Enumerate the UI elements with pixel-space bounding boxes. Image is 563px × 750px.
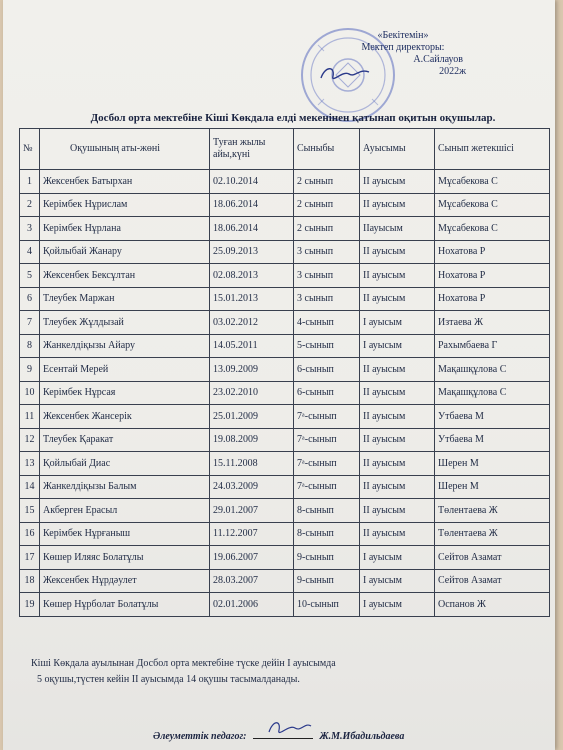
- table-header-row: [20, 129, 550, 170]
- cell-shift: II ауысым: [360, 381, 435, 405]
- cell-number: 14: [20, 475, 40, 499]
- cell-class-teacher: Төлентаева Ж: [435, 522, 550, 546]
- table-row: [20, 569, 550, 593]
- cell-class: 6-сынып: [294, 381, 360, 405]
- cell-number: 12: [20, 428, 40, 452]
- cell-class: 7ᵃ-сынып: [294, 405, 360, 429]
- cell-student-name: Есентай Мерей: [40, 358, 210, 382]
- cell-student-name: Керімбек Нұрсая: [40, 381, 210, 405]
- cell-shift: II ауысым: [360, 475, 435, 499]
- cell-class: 7ᵃ-сынып: [294, 452, 360, 476]
- cell-class-teacher: Нохатова Р: [435, 240, 550, 264]
- cell-class: 9-сынып: [294, 546, 360, 570]
- cell-number: 1: [20, 170, 40, 194]
- cell-number: 3: [20, 217, 40, 241]
- cell-class: 7ᵃ-сынып: [294, 428, 360, 452]
- cell-student-name: Көшер Иляяс Болатұлы: [40, 546, 210, 570]
- cell-class: 3 сынып: [294, 264, 360, 288]
- cell-class: 5-сынып: [294, 334, 360, 358]
- cell-shift: II ауысым: [360, 522, 435, 546]
- cell-student-name: Тлеубек Қаракат: [40, 428, 210, 452]
- cell-shift: IIауысым: [360, 217, 435, 241]
- cell-number: 10: [20, 381, 40, 405]
- table-row: [20, 334, 550, 358]
- cell-student-name: Керімбек Нұрислам: [40, 193, 210, 217]
- cell-class: 7ᵃ-сынып: [294, 475, 360, 499]
- table-row: [20, 546, 550, 570]
- cell-class-teacher: Оспанов Ж: [435, 593, 550, 617]
- cell-birth-date: 19.08.2009: [210, 428, 294, 452]
- cell-student-name: Тлеубек Жұлдызай: [40, 311, 210, 335]
- cell-class-teacher: Сейтов Азамат: [435, 569, 550, 593]
- cell-shift: II ауысым: [360, 193, 435, 217]
- cell-birth-date: 02.08.2013: [210, 264, 294, 288]
- table-row: [20, 522, 550, 546]
- cell-shift: II ауысым: [360, 264, 435, 288]
- cell-shift: I ауысым: [360, 593, 435, 617]
- table-row: [20, 475, 550, 499]
- approval-heading: «Бекітемін»: [377, 30, 429, 41]
- cell-shift: I ауысым: [360, 569, 435, 593]
- cell-number: 5: [20, 264, 40, 288]
- cell-number: 11: [20, 405, 40, 429]
- cell-number: 19: [20, 593, 40, 617]
- cell-student-name: Көшер Нұрболат Болатұлы: [40, 593, 210, 617]
- cell-class-teacher: Мұсабекова С: [435, 217, 550, 241]
- table-row: [20, 452, 550, 476]
- cell-birth-date: 15.11.2008: [210, 452, 294, 476]
- table-row: [20, 311, 550, 335]
- cell-number: 16: [20, 522, 40, 546]
- cell-birth-date: 28.03.2007: [210, 569, 294, 593]
- table-row: [20, 381, 550, 405]
- table-row: [20, 499, 550, 523]
- cell-shift: II ауысым: [360, 358, 435, 382]
- table-row: [20, 170, 550, 194]
- cell-birth-date: 19.06.2007: [210, 546, 294, 570]
- cell-student-name: Жексенбек Жансерік: [40, 405, 210, 429]
- cell-student-name: Тлеубек Маржан: [40, 287, 210, 311]
- cell-class-teacher: Утбаева М: [435, 405, 550, 429]
- cell-student-name: Жанкелдіқызы Балым: [40, 475, 210, 499]
- approval-position: Мектеп директоры:: [361, 42, 445, 53]
- cell-birth-date: 11.12.2007: [210, 522, 294, 546]
- table-row: [20, 428, 550, 452]
- students-table: [19, 128, 550, 617]
- cell-birth-date: 13.09.2009: [210, 358, 294, 382]
- cell-class-teacher: Мұсабекова С: [435, 170, 550, 194]
- signer-name: Ж.М.Ибадильдаева: [319, 731, 405, 742]
- cell-shift: I ауысым: [360, 546, 435, 570]
- approval-director: А.Сайлауов: [413, 54, 463, 65]
- cell-class-teacher: Сейтов Азамат: [435, 546, 550, 570]
- cell-birth-date: 29.01.2007: [210, 499, 294, 523]
- table-row: [20, 593, 550, 617]
- cell-student-name: Акберген Ерасыл: [40, 499, 210, 523]
- handwritten-signature-icon: [265, 716, 315, 740]
- cell-class-teacher: Рахымбаева Г: [435, 334, 550, 358]
- cell-shift: II ауысым: [360, 499, 435, 523]
- cell-birth-date: 18.06.2014: [210, 193, 294, 217]
- header-class-teacher: Сынып жетекшісі: [435, 129, 550, 170]
- cell-shift: II ауысым: [360, 405, 435, 429]
- table-row: [20, 264, 550, 288]
- cell-class-teacher: Нохатова Р: [435, 287, 550, 311]
- cell-class: 6-сынып: [294, 358, 360, 382]
- cell-class: 8-сынып: [294, 522, 360, 546]
- signer-line: [153, 728, 483, 742]
- cell-number: 17: [20, 546, 40, 570]
- cell-class-teacher: Шерен М: [435, 475, 550, 499]
- cell-birth-date: 02.01.2006: [210, 593, 294, 617]
- cell-class-teacher: Мақашқұлова С: [435, 358, 550, 382]
- table-row: [20, 240, 550, 264]
- cell-class: 9-сынып: [294, 569, 360, 593]
- cell-birth-date: 25.09.2013: [210, 240, 294, 264]
- cell-class: 4-сынып: [294, 311, 360, 335]
- header-class: Сыныбы: [294, 129, 360, 170]
- cell-student-name: Жанкелдіқызы Айару: [40, 334, 210, 358]
- cell-shift: I ауысым: [360, 311, 435, 335]
- cell-class: 8-сынып: [294, 499, 360, 523]
- cell-student-name: Керімбек Нұрғаныш: [40, 522, 210, 546]
- cell-class-teacher: Мақашқұлова С: [435, 381, 550, 405]
- cell-class-teacher: Мұсабекова С: [435, 193, 550, 217]
- cell-class-teacher: Изтаева Ж: [435, 311, 550, 335]
- table-row: [20, 358, 550, 382]
- transport-note: [31, 656, 491, 688]
- cell-class-teacher: Төлентаева Ж: [435, 499, 550, 523]
- cell-student-name: Қойлыбай Жанару: [40, 240, 210, 264]
- cell-shift: II ауысым: [360, 170, 435, 194]
- cell-student-name: Жексенбек Бексұлтан: [40, 264, 210, 288]
- cell-class: 2 сынып: [294, 217, 360, 241]
- cell-number: 13: [20, 452, 40, 476]
- cell-student-name: Керімбек Нұрлана: [40, 217, 210, 241]
- cell-birth-date: 02.10.2014: [210, 170, 294, 194]
- cell-number: 18: [20, 569, 40, 593]
- cell-number: 8: [20, 334, 40, 358]
- cell-number: 15: [20, 499, 40, 523]
- cell-birth-date: 25.01.2009: [210, 405, 294, 429]
- cell-birth-date: 03.02.2012: [210, 311, 294, 335]
- approval-year: 2022ж: [439, 66, 466, 77]
- cell-shift: II ауысым: [360, 428, 435, 452]
- cell-number: 7: [20, 311, 40, 335]
- cell-birth-date: 18.06.2014: [210, 217, 294, 241]
- cell-student-name: Қойлыбай Диас: [40, 452, 210, 476]
- table-row: [20, 405, 550, 429]
- header-shift: Ауысымы: [360, 129, 435, 170]
- header-student-name: Оқушының аты-жөні: [40, 129, 210, 170]
- table-row: [20, 287, 550, 311]
- cell-class: 2 сынып: [294, 170, 360, 194]
- document-page: [3, 0, 555, 750]
- cell-class: 10-сынып: [294, 593, 360, 617]
- cell-shift: I ауысым: [360, 334, 435, 358]
- cell-birth-date: 24.03.2009: [210, 475, 294, 499]
- cell-student-name: Жексенбек Нұрдәулет: [40, 569, 210, 593]
- table-row: [20, 217, 550, 241]
- cell-class: 3 сынып: [294, 287, 360, 311]
- cell-student-name: Жексенбек Батырхан: [40, 170, 210, 194]
- header-number: №: [20, 129, 40, 170]
- cell-shift: II ауысым: [360, 452, 435, 476]
- cell-number: 9: [20, 358, 40, 382]
- cell-number: 4: [20, 240, 40, 264]
- cell-class-teacher: Утбаева М: [435, 428, 550, 452]
- cell-class: 2 сынып: [294, 193, 360, 217]
- cell-birth-date: 23.02.2010: [210, 381, 294, 405]
- cell-birth-date: 15.01.2013: [210, 287, 294, 311]
- document-title: Досбол орта мектебіне Кіші Көкдала елді мекенінен қатынап оқитын оқушылар.: [90, 112, 496, 124]
- signer-role: Әлеуметтік педагог:: [153, 731, 247, 742]
- cell-shift: II ауысым: [360, 240, 435, 264]
- cell-class-teacher: Шерен М: [435, 452, 550, 476]
- header-birth-date: Туған жылы айы,күні: [210, 129, 294, 170]
- transport-note-line2: 5 оқушы,түстен кейін II ауысымда 14 оқушы тасымалданады.: [37, 674, 300, 685]
- cell-birth-date: 14.05.2011: [210, 334, 294, 358]
- cell-class-teacher: Нохатова Р: [435, 264, 550, 288]
- table-row: [20, 193, 550, 217]
- transport-note-line1: Кіші Көкдала ауылынан Досбол орта мектебіне түске дейін I ауысымда: [31, 658, 336, 669]
- cell-shift: II ауысым: [360, 287, 435, 311]
- cell-class: 3 сынып: [294, 240, 360, 264]
- director-signature-icon: [315, 60, 375, 88]
- cell-number: 6: [20, 287, 40, 311]
- cell-number: 2: [20, 193, 40, 217]
